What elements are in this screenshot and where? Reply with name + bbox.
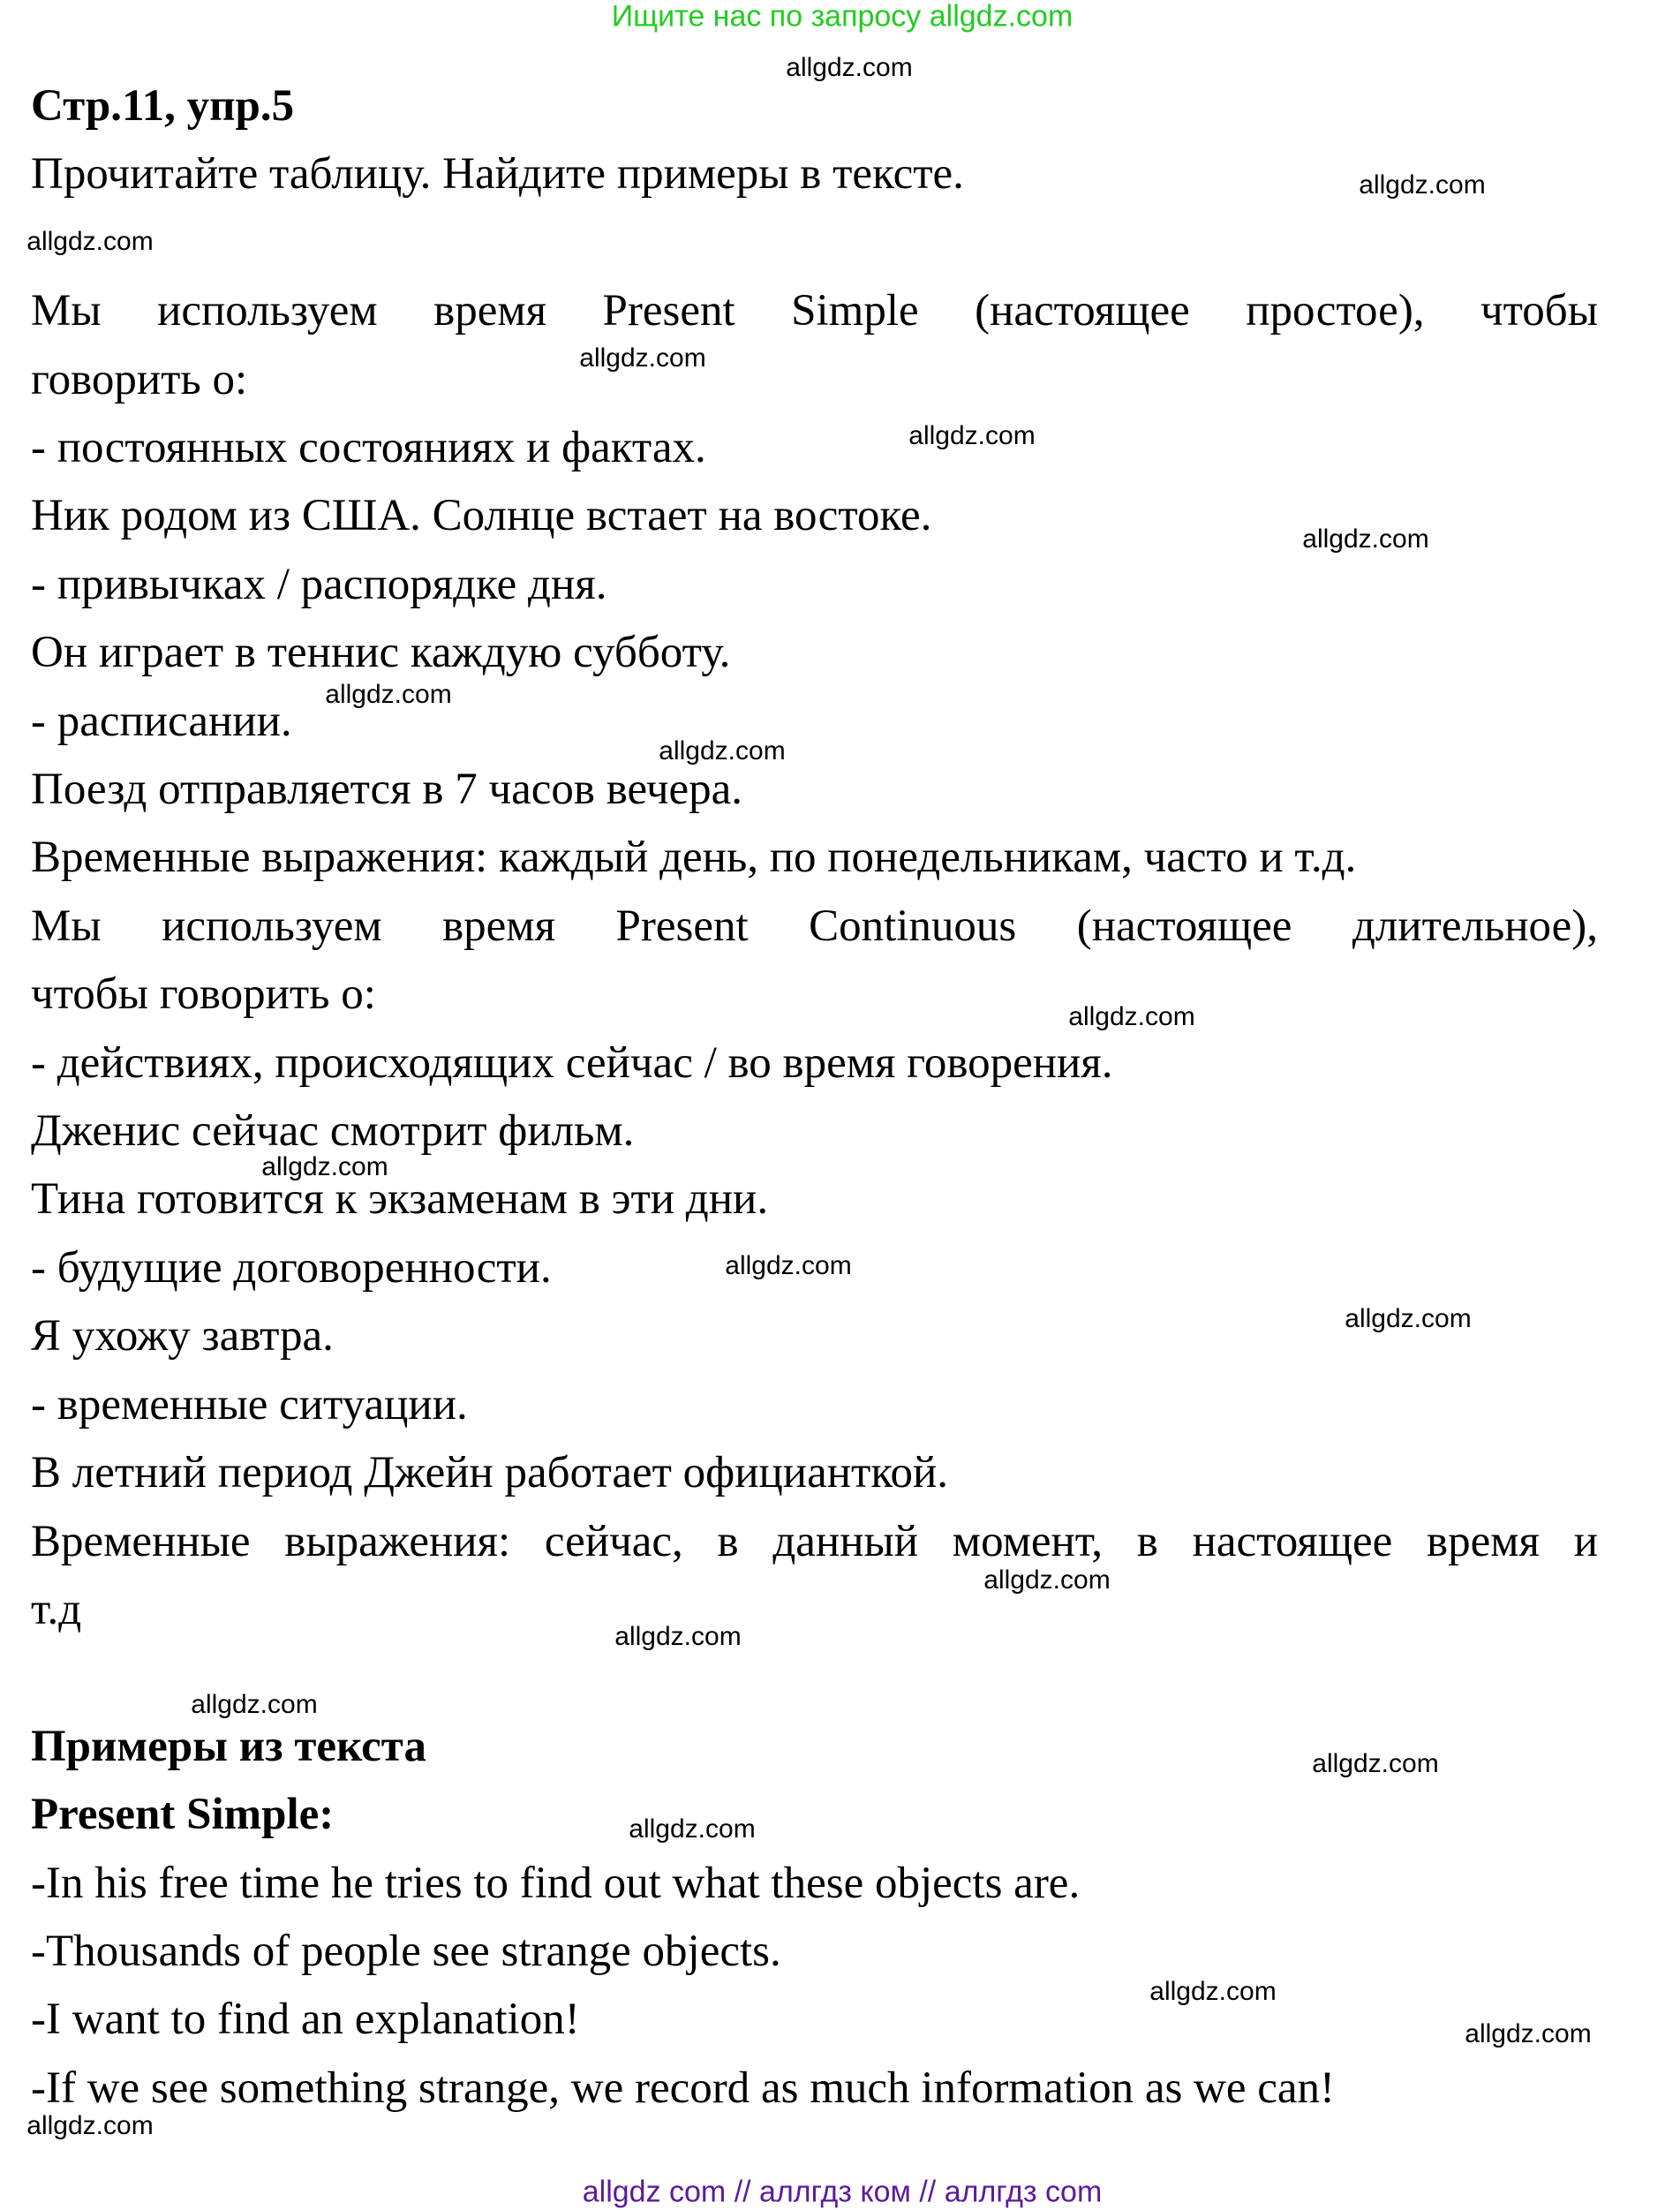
examples-heading: Примеры из текста — [31, 1721, 426, 1771]
examples-subheading: Present Simple: — [31, 1790, 335, 1840]
text-line: Мы используем время Present Continuous (настоящее длительное), — [31, 901, 1598, 951]
watermark: allgdz.com — [1312, 1749, 1439, 1778]
text-line: Ник родом из США. Солнце встает на востоке. — [31, 491, 932, 541]
text-line: Он играет в теннис каждую субботу. — [31, 628, 731, 678]
watermark: allgdz.com — [1068, 1002, 1195, 1031]
example-line: -In his free time he tries to find out what these objects are. — [31, 1858, 1081, 1908]
text-line: т.д — [31, 1584, 82, 1634]
task-instruction: Прочитайте таблицу. Найдите примеры в тексте. — [31, 149, 964, 200]
watermark: allgdz.com — [1149, 1977, 1277, 2006]
example-line: -If we see something strange, we record as much information as we can! — [31, 2063, 1336, 2113]
text-line: - расписании. — [31, 696, 292, 746]
watermark: allgdz.com — [26, 227, 154, 256]
watermark: allgdz.com — [579, 343, 706, 373]
text-line: чтобы говорить о: — [31, 969, 376, 1020]
watermark: allgdz.com — [1465, 2019, 1592, 2048]
watermark: allgdz.com — [1302, 524, 1429, 554]
watermark: allgdz.com — [1359, 170, 1486, 200]
text-line: - действиях, происходящих сейчас / во время говорения. — [31, 1037, 1113, 1088]
watermark: allgdz.com — [614, 1622, 742, 1651]
watermark: allgdz.com — [261, 1152, 388, 1181]
text-line: - временные ситуации. — [31, 1379, 468, 1429]
text-line: Временные выражения: каждый день, по понедельникам, часто и т.д. — [31, 833, 1357, 883]
text-line: В летний период Джейн работает официанткой. — [31, 1448, 949, 1498]
text-line: Тина готовится к экзаменам в эти дни. — [31, 1174, 769, 1225]
example-line: -I want to find an explanation! — [31, 1995, 580, 2045]
watermark: allgdz.com — [983, 1565, 1111, 1595]
watermark: allgdz.com — [325, 680, 452, 709]
document-body — [31, 72, 1598, 2123]
text-line: Дженис сейчас смотрит фильм. — [31, 1106, 635, 1157]
text-line: говорить о: — [31, 354, 248, 404]
watermark: allgdz.com — [659, 736, 786, 766]
text-line: Я ухожу завтра. — [31, 1311, 334, 1361]
search-banner: Ищите нас по запросу allgdz.com — [611, 0, 1074, 34]
watermark: allgdz.com — [191, 1690, 318, 1719]
watermark: allgdz.com — [908, 421, 1036, 450]
watermark: allgdz.com — [725, 1251, 852, 1280]
spacer — [31, 209, 1598, 277]
footer-links: allgdz com // аллгдз ком // аллгдз com — [582, 2175, 1103, 2209]
text-line: - будущие договоренности. — [31, 1242, 552, 1293]
text-line: - постоянных состояниях и фактах. — [31, 423, 706, 473]
text-line: Поезд отправляется в 7 часов вечера. — [31, 765, 743, 815]
watermark: allgdz.com — [1345, 1304, 1472, 1333]
page-title: Стр.11, упр.5 — [31, 81, 295, 131]
text-line: Временные выражения: сейчас, в данный момент, в настоящее время и — [31, 1516, 1598, 1566]
watermark: allgdz.com — [786, 53, 913, 82]
watermark: allgdz.com — [26, 2111, 154, 2140]
watermark: allgdz.com — [629, 1814, 756, 1844]
example-line: -Thousands of people see strange objects. — [31, 1926, 781, 1976]
text-line: Мы используем время Present Simple (настоящее простое), чтобы — [31, 286, 1598, 336]
text-line: - привычках / распорядке дня. — [31, 559, 607, 609]
